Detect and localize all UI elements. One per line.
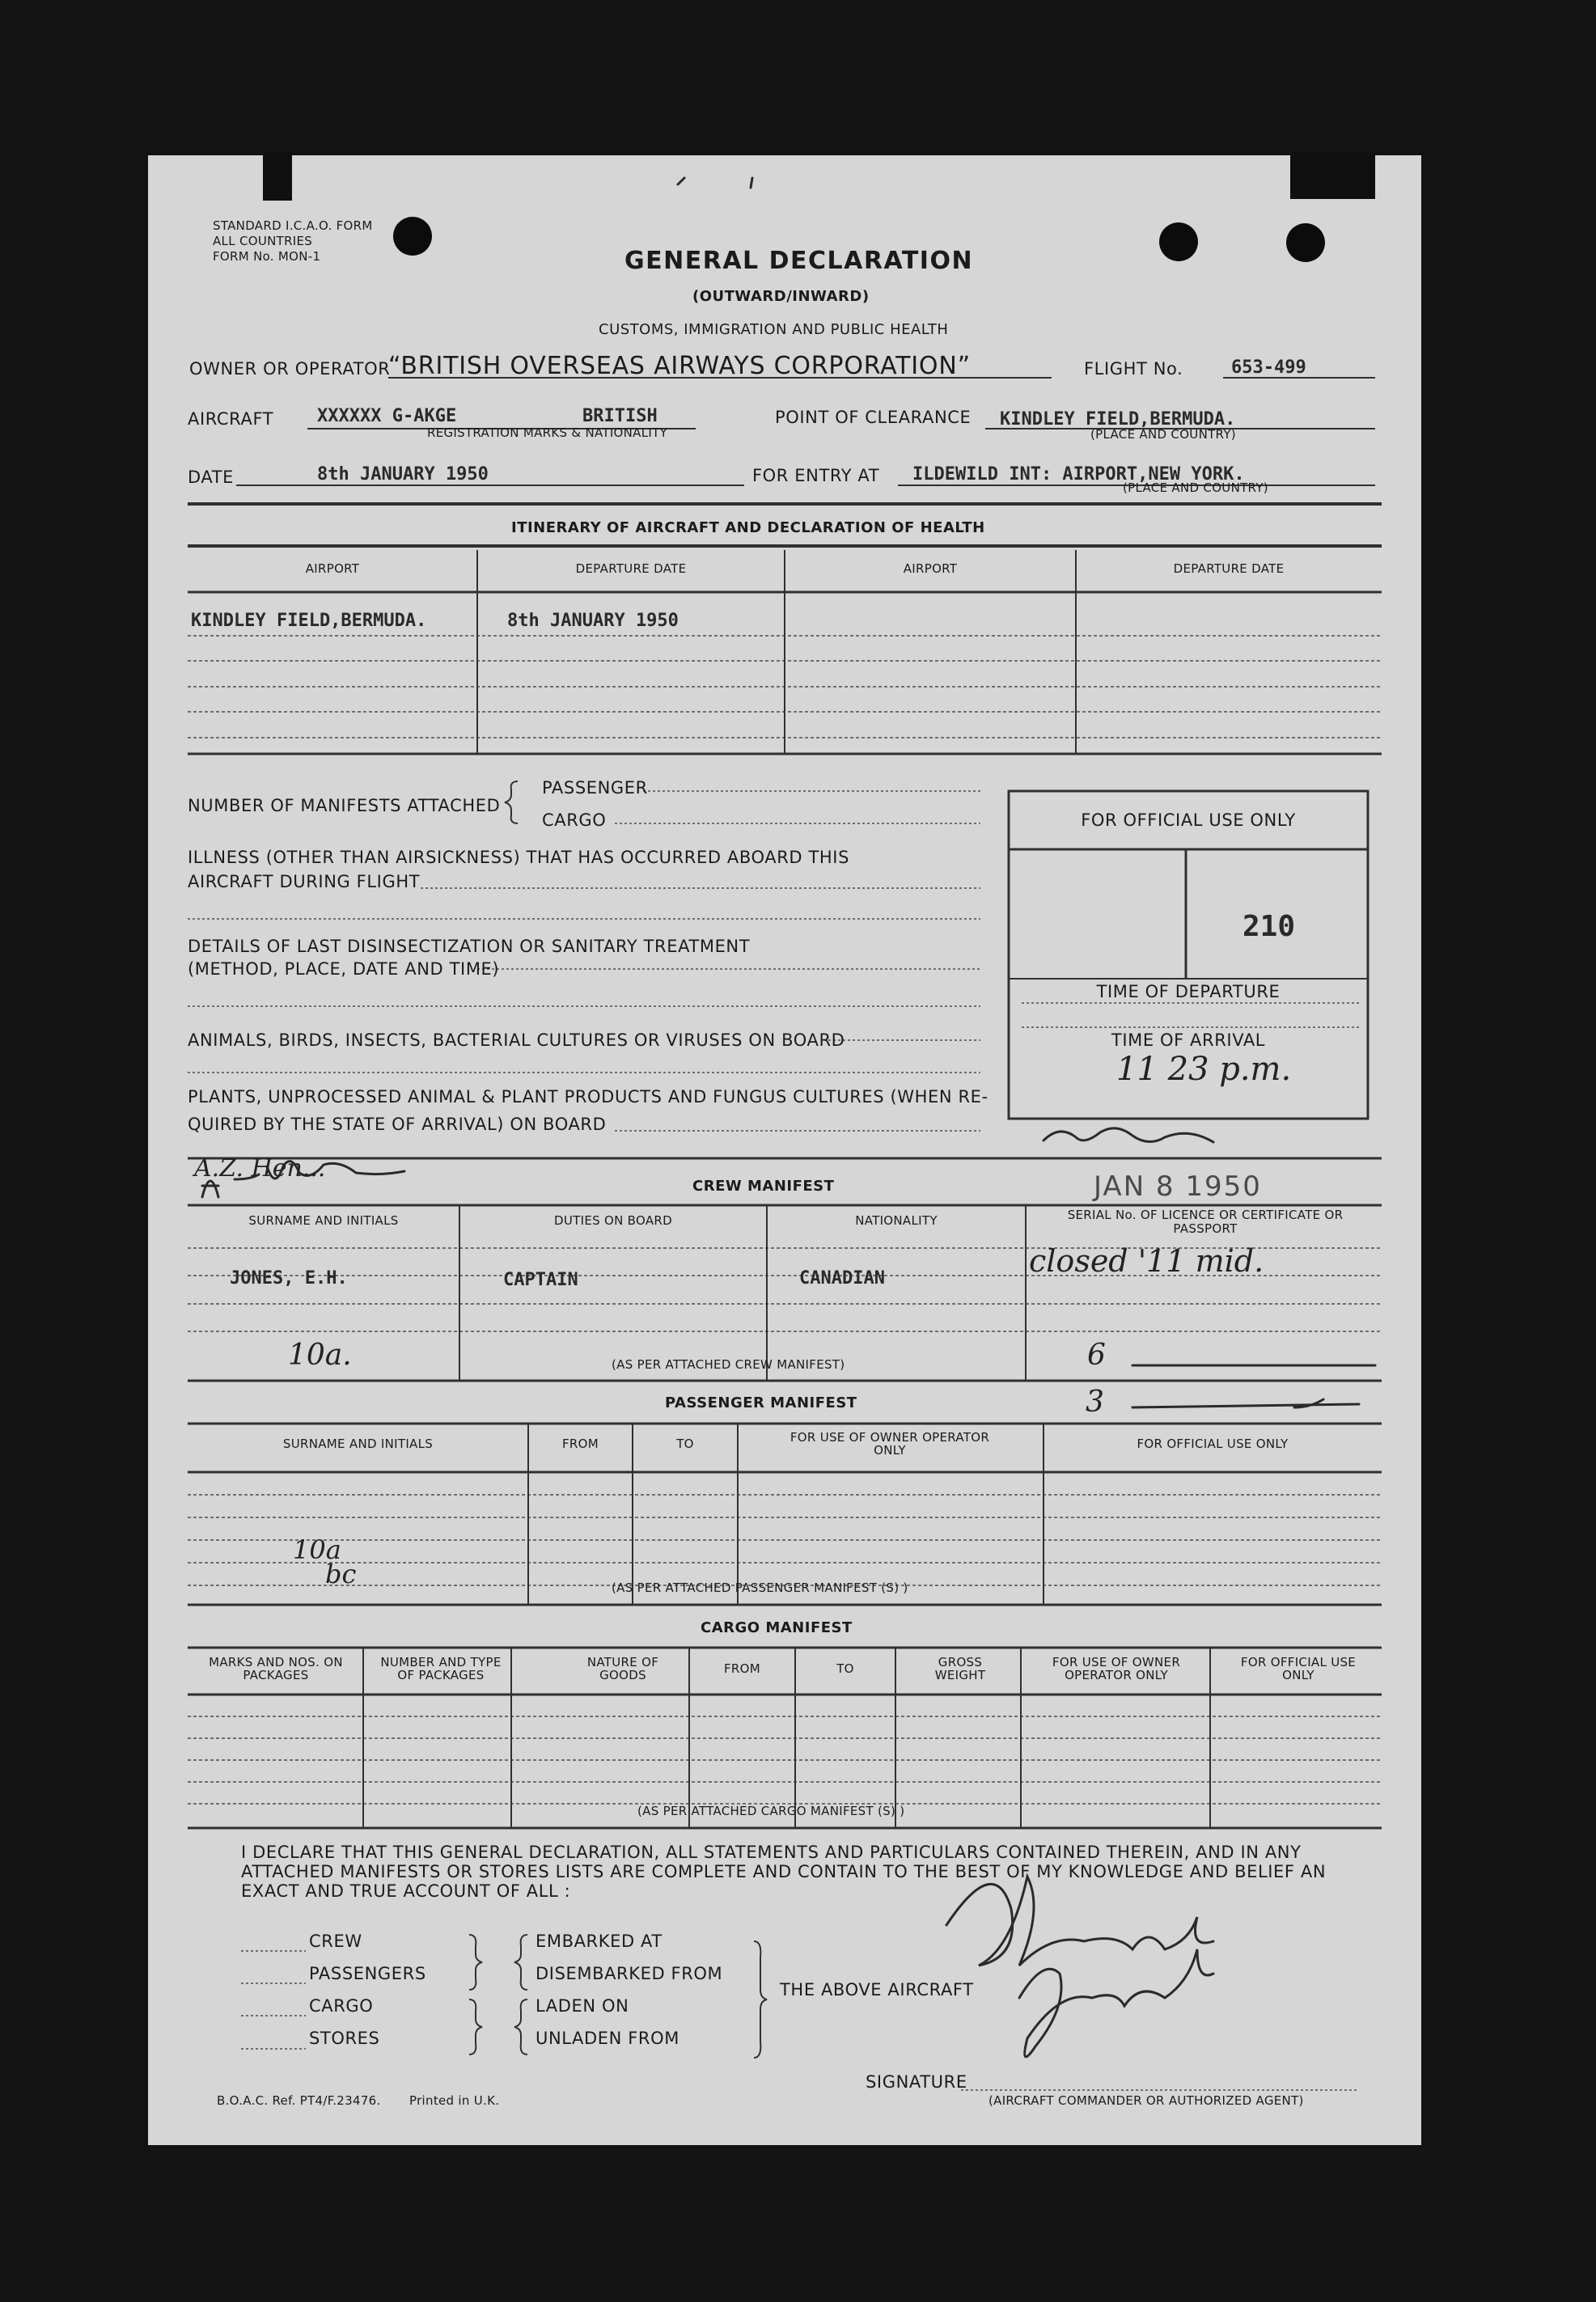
cargo-header-number: NUMBER AND TYPE OF PACKAGES [380,1655,502,1682]
official-number: 210 [1243,910,1296,943]
owner-label: OWNER OR OPERATOR [189,359,391,379]
list-left-stores: STORES [309,2029,380,2048]
time-arrival-label: TIME OF ARRIVAL [1111,1030,1266,1050]
crew-margin-note: A.Z. Hen... [194,1154,326,1183]
form-ref: B.O.A.C. Ref. PT4/F.23476. [217,2093,381,2108]
aircraft-nationality: BRITISH [582,406,658,426]
declare-line1: I DECLARE THAT THIS GENERAL DECLARATION, ALL STATEMENTS AND PARTICULARS CONTAINED THEREIN, AND IN ANY [241,1843,1302,1862]
itinerary-header-airport-1: AIRPORT [305,561,360,576]
crew-count-1: 6 [1087,1339,1106,1372]
crew-stamp-date: JAN 8 1950 [1094,1170,1262,1203]
declare-line2: ATTACHED MANIFESTS OR STORES LISTS ARE COMPLETE AND CONTAIN TO THE BEST OF MY KNOWLEDGE AND BELIEF AN [241,1862,1327,1881]
crew-header-duties: DUTIES ON BOARD [554,1213,672,1228]
flight-value: 653-499 [1231,358,1306,378]
passenger-header-to: TO [676,1437,694,1451]
standard-form-line3: FORM No. MON-1 [213,249,321,264]
itinerary-airport-value: KINDLEY FIELD,BERMUDA. [191,611,427,631]
animals-label: ANIMALS, BIRDS, INSECTS, BACTERIAL CULTURES OR VIRUSES ON BOARD [188,1030,845,1050]
list-left-cargo: CARGO [309,1996,374,2016]
passenger-heading: PASSENGER MANIFEST [665,1394,857,1411]
crew-header-surname: SURNAME AND INITIALS [248,1213,399,1228]
crew-heading: CREW MANIFEST [692,1178,835,1195]
official-heading: FOR OFFICIAL USE ONLY [1081,810,1296,830]
clearance-place-caption: (PLACE AND COUNTRY) [1090,427,1236,442]
list-left-passengers: PASSENGERS [309,1964,426,1983]
cargo-heading: CARGO MANIFEST [701,1619,853,1636]
plants-line2: QUIRED BY THE STATE OF ARRIVAL) ON BOARD [188,1115,607,1134]
crew-header-licence: SERIAL No. OF LICENCE OR CERTIFICATE OR PASSPORT [1067,1208,1344,1236]
cargo-header-from: FROM [724,1661,760,1676]
plants-line1: PLANTS, UNPROCESSED ANIMAL & PLANT PRODUCTS AND FUNGUS CULTURES (WHEN RE- [188,1087,989,1107]
list-right-embarked: EMBARKED AT [536,1932,663,1951]
standard-form-line2: ALL COUNTRIES [213,234,313,248]
signature-label: SIGNATURE [866,2072,967,2092]
entry-label: FOR ENTRY AT [752,466,880,485]
list-right-laden: LADEN ON [536,1996,629,2016]
passenger-note-handwritten1: 10a [293,1534,341,1565]
registration-caption: REGISTRATION MARKS & NATIONALITY [427,425,668,440]
itinerary-header-date-2: DEPARTURE DATE [1173,561,1285,576]
date-value: 8th JANUARY 1950 [317,464,489,485]
crew-note-handwritten: 10a. [288,1339,352,1372]
crew-nationality: CANADIAN [799,1268,885,1289]
illness-line1: ILLNESS (OTHER THAN AIRSICKNESS) THAT HAS OCCURRED ABOARD THIS [188,848,850,867]
handwritten-count-strikeout [1132,1365,1375,1407]
manifests-label: NUMBER OF MANIFESTS ATTACHED [188,796,501,815]
crew-name: JONES, E.H. [230,1268,348,1289]
manifests-passenger: PASSENGER [542,778,648,798]
cargo-attached: (AS PER ATTACHED CARGO MANIFEST (S) ) [637,1804,905,1818]
form-title: GENERAL DECLARATION [624,247,974,275]
passenger-header-official: FOR OFFICIAL USE ONLY [1137,1437,1289,1451]
handwritten-mark-top [678,178,752,188]
itinerary-date-value: 8th JANUARY 1950 [507,611,679,631]
aircraft-value: XXXXXX G-AKGE [317,406,457,426]
passenger-header-surname: SURNAME AND INITIALS [282,1437,434,1451]
flight-label: FLIGHT No. [1084,359,1183,379]
passenger-attached: (AS PER ATTACHED PASSENGER MANIFEST (S) ) [612,1581,908,1595]
date-label: DATE [188,468,235,487]
cargo-header-marks: MARKS AND NOS. ON PACKAGES [209,1655,343,1682]
passenger-header-from: FROM [562,1437,599,1451]
printed-in: Printed in U.K. [409,2093,500,2108]
list-right-unladen: UNLADEN FROM [536,2029,679,2048]
list-left-crew: CREW [309,1932,362,1951]
cargo-header-owner: FOR USE OF OWNER OPERATOR ONLY [1052,1655,1181,1682]
owner-value: “BRITISH OVERSEAS AIRWAYS CORPORATION” [388,352,971,380]
form-subtitle2: CUSTOMS, IMMIGRATION AND PUBLIC HEALTH [599,321,949,338]
list-right-disembarked: DISEMBARKED FROM [536,1964,723,1983]
crew-attached: (AS PER ATTACHED CREW MANIFEST) [612,1357,845,1372]
crew-licence-handwritten: closed '11 mid. [1029,1243,1264,1279]
declare-line3: EXACT AND TRUE ACCOUNT OF ALL : [241,1881,571,1901]
clearance-value: KINDLEY FIELD,BERMUDA. [1000,409,1236,430]
time-departure-label: TIME OF DEPARTURE [1096,982,1281,1001]
disinsect-line2: (METHOD, PLACE, DATE AND TIME) [188,959,500,979]
arrival-time-handwritten: 11 23 p.m. [1116,1051,1292,1088]
passenger-note-handwritten2: bc [325,1559,357,1589]
clearance-label: POINT OF CLEARANCE [775,408,972,427]
itinerary-heading: ITINERARY OF AIRCRAFT AND DECLARATION OF HEALTH [511,519,985,536]
handwritten-signature-initials [1044,1128,1213,1142]
entry-place-caption: (PLACE AND COUNTRY) [1123,480,1268,495]
signature-caption: (AIRCRAFT COMMANDER OR AUTHORIZED AGENT) [989,2093,1304,2108]
entry-value: ILDEWILD INT: AIRPORT,NEW YORK. [912,464,1245,485]
cargo-header-official: FOR OFFICIAL USE ONLY [1240,1655,1357,1682]
illness-line2: AIRCRAFT DURING FLIGHT [188,872,421,891]
aircraft-label: AIRCRAFT [188,409,274,429]
passenger-header-owner: FOR USE OF OWNER OPERATOR ONLY [790,1430,990,1458]
form-subtitle: (OUTWARD/INWARD) [692,288,870,305]
cargo-header-gross: GROSS WEIGHT [934,1655,986,1682]
crew-duty: CAPTAIN [503,1270,578,1290]
cargo-header-to: TO [836,1661,854,1676]
manifests-cargo: CARGO [542,810,607,830]
itinerary-header-airport-2: AIRPORT [903,561,958,576]
itinerary-header-date-1: DEPARTURE DATE [575,561,687,576]
crew-count-2: 3 [1086,1386,1104,1419]
above-aircraft: THE ABOVE AIRCRAFT [780,1980,974,1999]
disinsect-line1: DETAILS OF LAST DISINSECTIZATION OR SANITARY TREATMENT [188,937,751,956]
cargo-header-nature: NATURE OF GOODS [586,1655,659,1682]
standard-form-line1: STANDARD I.C.A.O. FORM [213,218,373,233]
crew-header-nationality: NATIONALITY [855,1213,938,1228]
